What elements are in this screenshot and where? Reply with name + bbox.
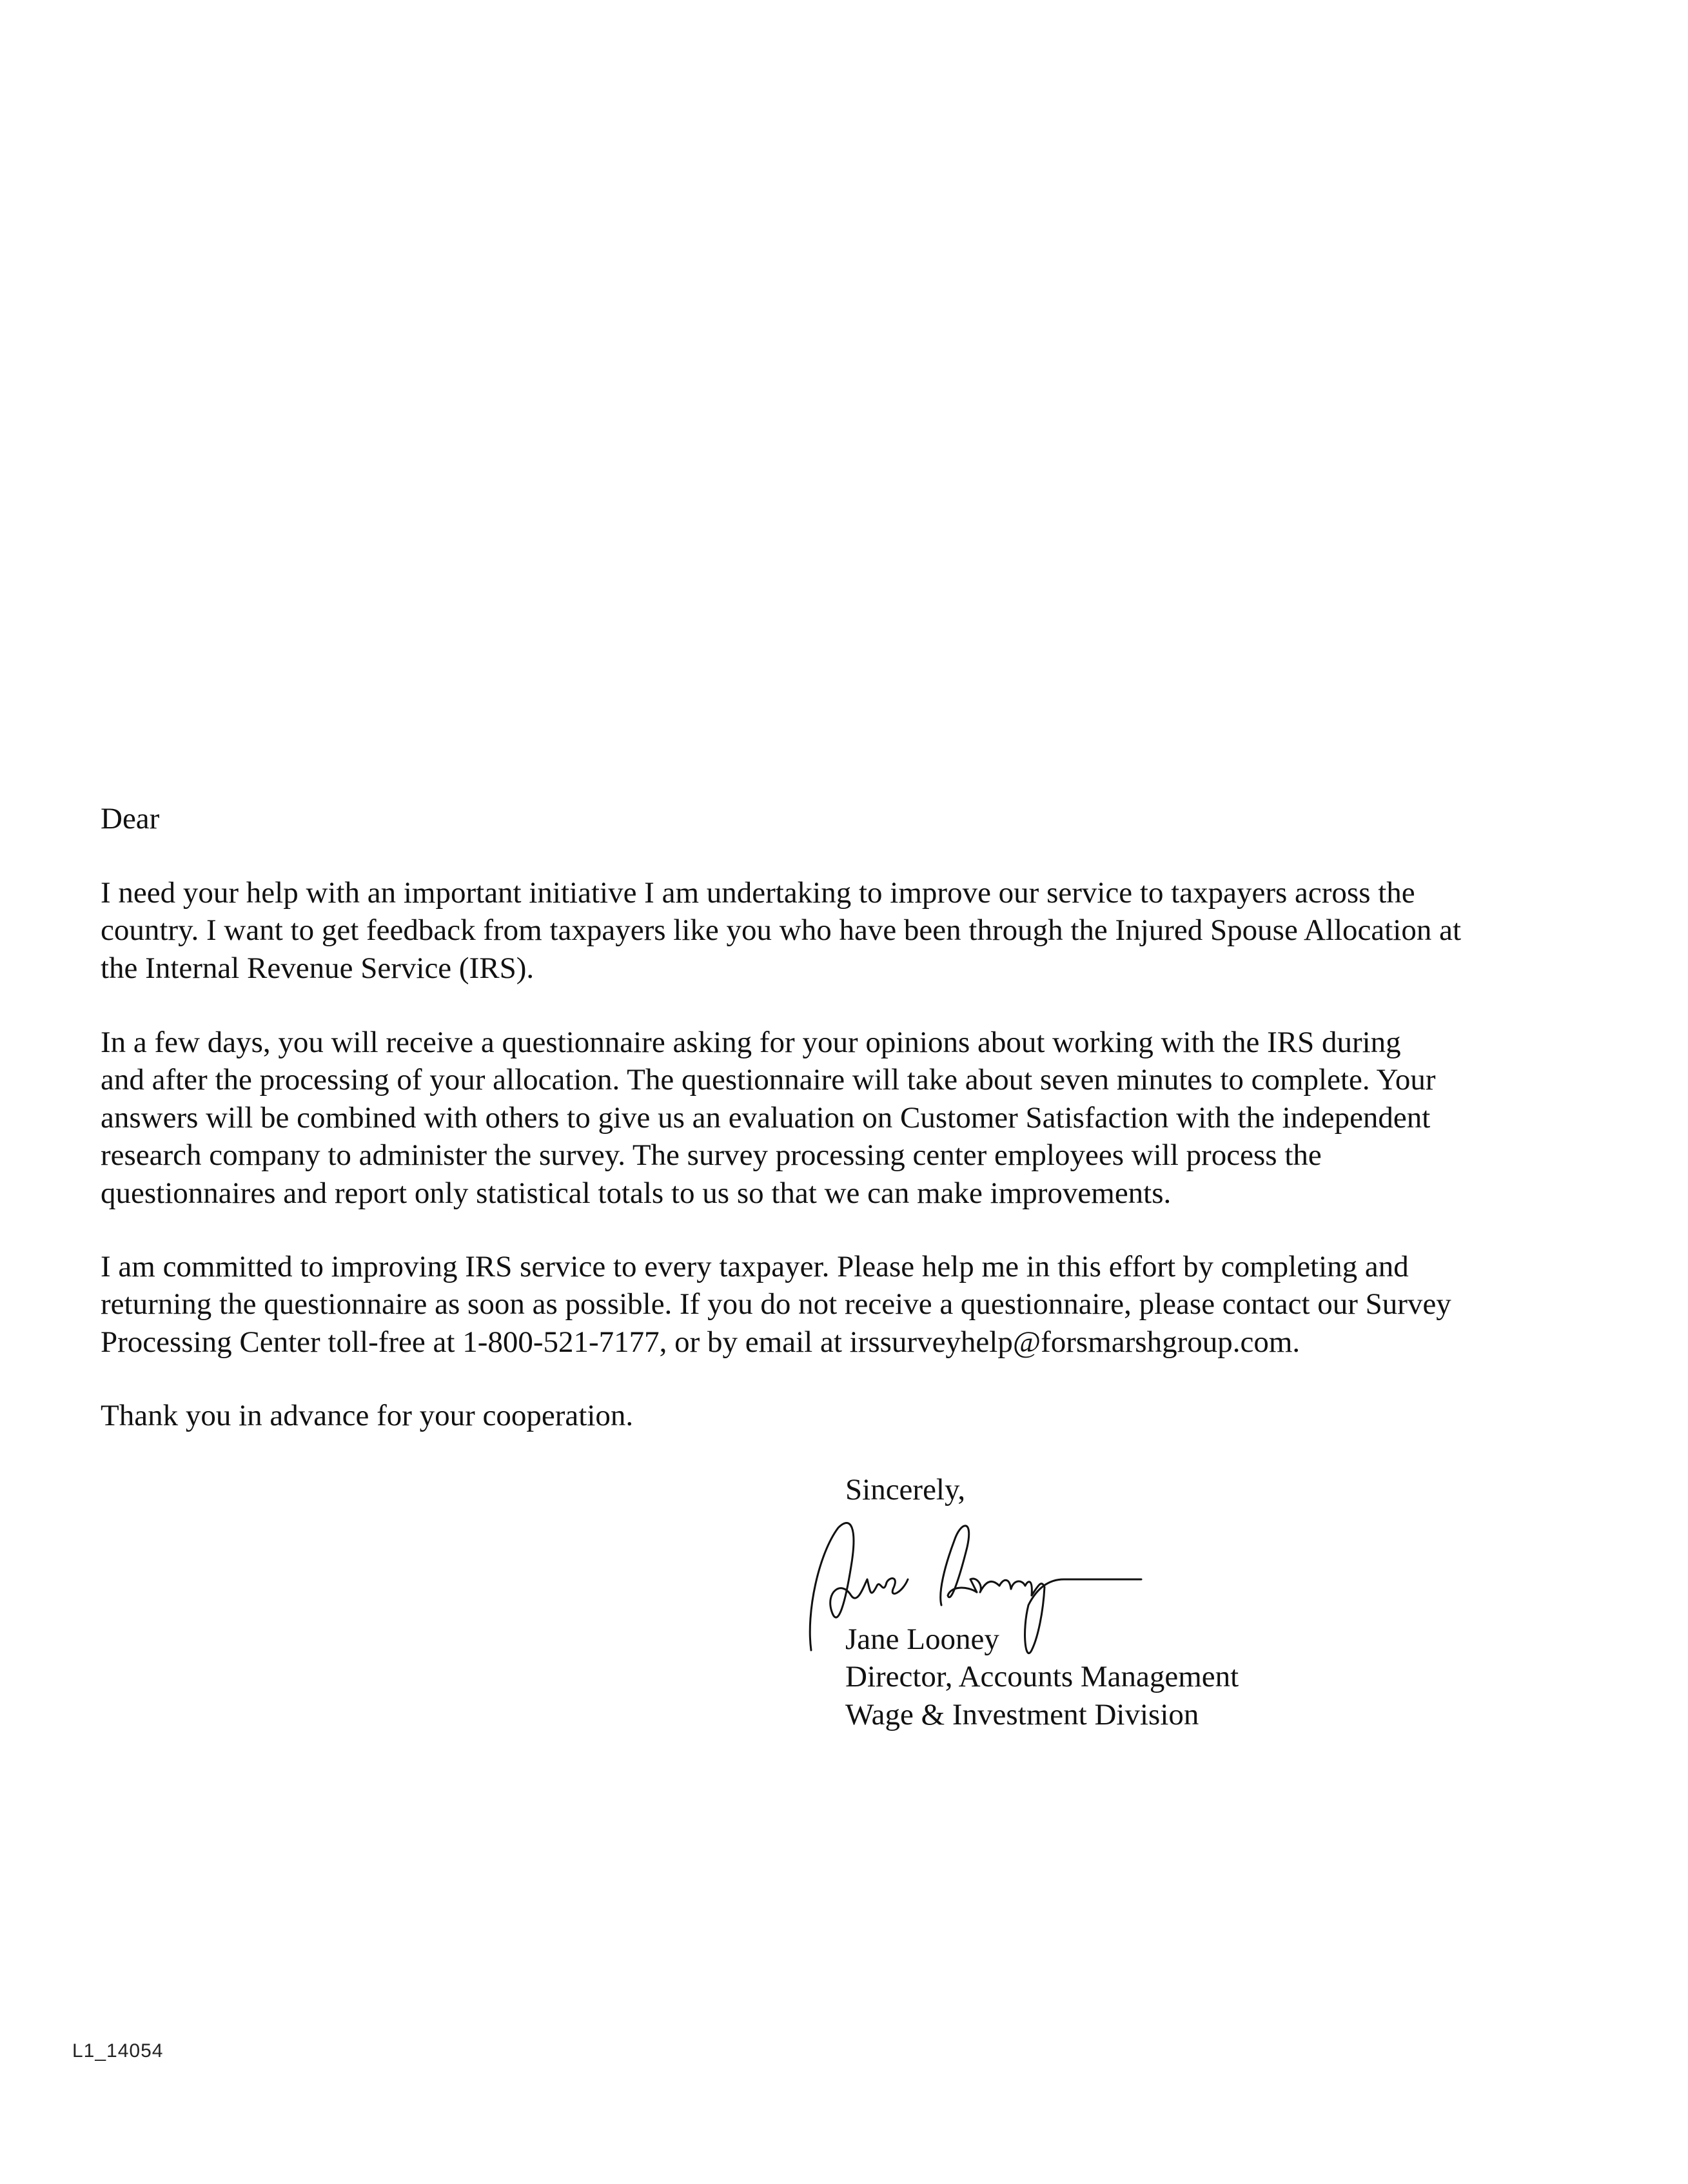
salutation: Dear	[101, 802, 160, 835]
closing: Sincerely,	[845, 1473, 966, 1506]
paragraph-contact: I am committed to improving IRS service to every taxpayer. Please help me in this effort by completing and returning the questionnaire as soon as possible. If you do not receive a questionnaire, please contact our Survey Processing Center toll-free at 1-800-521-7177, or by email at irssurveyhelp@forsmarshgroup.com.	[101, 1250, 1451, 1359]
paragraph-thanks: Thank you in advance for your cooperation.	[101, 1399, 634, 1432]
form-code: L1_14054	[72, 2040, 164, 2062]
signer-block	[845, 1621, 1239, 1733]
signer-title: Director, Accounts Management	[845, 1660, 1239, 1694]
signer-division: Wage & Investment Division	[845, 1697, 1199, 1731]
paragraph-intro: I need your help with an important initiative I am undertaking to improve our service to taxpayers across the country. I want to get feedback from taxpayers like you who have been through the Injured Spouse Allocation at the Internal Revenue Service (IRS).	[101, 876, 1462, 985]
paragraph-questionnaire: In a few days, you will receive a questionnaire asking for your opinions about working with the IRS during and after the processing of your allocation. The questionnaire will take about seven minutes to complete. Your answers will be combined with others to give us an evaluation on Customer Satisfaction with the independent research company to administer the survey. The survey processing center employees will process the questionnaires and report only statistical totals to us so that we can make improvements.	[101, 1026, 1436, 1210]
signer-name: Jane Looney	[845, 1623, 999, 1656]
